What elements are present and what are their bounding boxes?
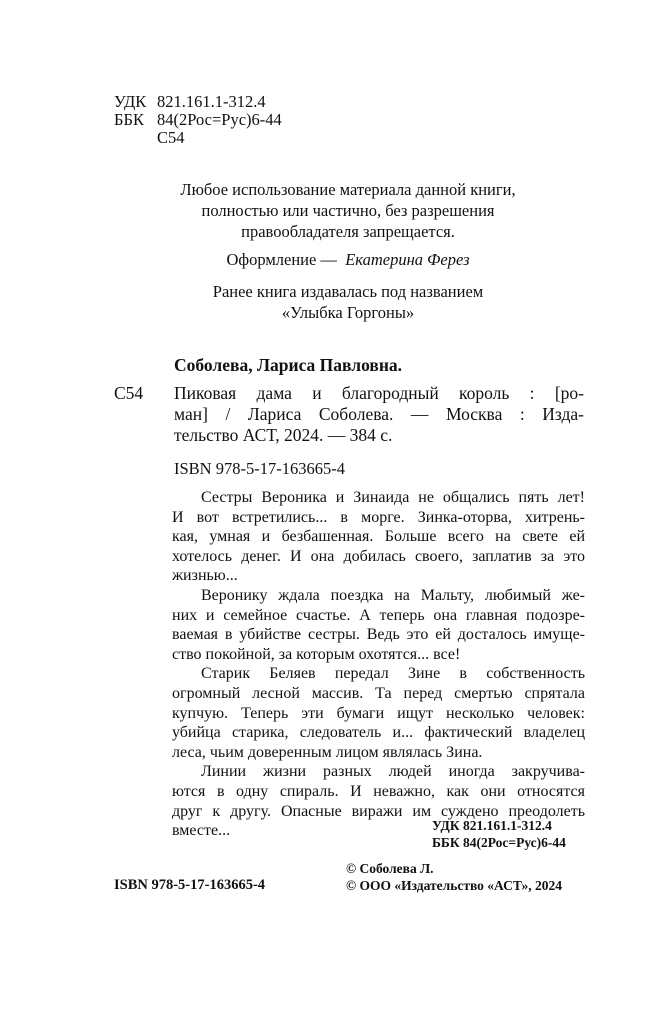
annotation-line: Старик Беляев передал Зине в собственность xyxy=(201,665,585,683)
annotation-line: ство покойной, за которым охотятся... все! xyxy=(172,645,461,663)
bottom-isbn: ISBN 978-5-17-163665-4 xyxy=(114,877,266,893)
annotation xyxy=(172,488,585,841)
annotation-line: Сестры Вероника и Зинаида не общались пять лет! xyxy=(201,489,585,506)
annotation-line: убийца старика, следователь и... фактический владелец xyxy=(172,724,585,742)
annotation-line: вместе... xyxy=(172,822,231,840)
annotation-line: И вот встретились... в морге. Зинка-оторва, хитрень- xyxy=(172,508,585,526)
bottom-udk: УДК 821.161.1-312.4 xyxy=(432,818,552,833)
udk-label: УДК xyxy=(114,92,147,111)
catalog-code: С54 xyxy=(114,383,144,403)
annotation-line: Веронику ждала поездка на Мальту, любимый же- xyxy=(201,586,585,604)
udk-value: 821.161.1-312.4 xyxy=(157,92,266,111)
design-credit-name: Екатерина Ферез xyxy=(345,250,470,269)
annotation-line: купчую. Теперь эти бумаги ищут несколько человек: xyxy=(172,704,585,722)
design-credit xyxy=(114,249,582,270)
bbk-label: ББК xyxy=(114,110,144,129)
isbn-entry: ISBN 978-5-17-163665-4 xyxy=(174,459,345,478)
copyright-line: © Соболева Л. xyxy=(346,861,434,876)
previous-title-line: Ранее книга издавалась под названием xyxy=(212,282,484,301)
author-heading: Соболева, Лариса Павловна. xyxy=(174,355,403,375)
annotation-line: огромный лесной массив. Та перед смертью спрятала xyxy=(172,684,585,702)
bottom-bbk: ББК 84(2Рос=Рус)6-44 xyxy=(432,835,566,850)
author-code: С54 xyxy=(157,128,185,147)
rights-notice-line: Любое использование материала данной книги, xyxy=(180,180,516,199)
copyrights xyxy=(346,860,562,894)
annotation-line: них и семейное счастье. А теперь она главная подозре- xyxy=(172,606,585,624)
annotation-line: леса, чьим доверенным лицом являлась Зина. xyxy=(172,743,483,761)
copyright-line: © ООО «Издательство «АСТ», 2024 xyxy=(346,878,563,893)
design-credit-label: Оформление — xyxy=(226,250,337,269)
bibliographic-line: тельство АСТ, 2024. — 384 с. xyxy=(174,425,393,445)
annotation-line: ваемая в убийстве сестры. Ведь это ей досталось имуще- xyxy=(172,626,585,644)
annotation-line: кая, умная и безбашенная. Больше всего на свете ей xyxy=(172,528,585,546)
annotation-line: Линии жизни разных людей иногда закручива- xyxy=(201,763,585,781)
annotation-line: хотелось денег. И она добилась своего, заплатив за это xyxy=(172,547,585,565)
annotation-line: ются в одну спираль. И неважно, как они относятся xyxy=(172,782,585,800)
previous-title-line: «Улыбка Горгоны» xyxy=(281,303,415,322)
bibliographic-line: ман] / Лариса Соболева. — Москва : Изда- xyxy=(174,404,584,424)
annotation-line: друг к другу. Опасные виражи им суждено преодолеть xyxy=(172,802,585,820)
rights-notice-line: правообладателя запрещается. xyxy=(241,222,455,241)
bibliographic-line: Пиковая дама и благородный король : [ро- xyxy=(174,383,584,403)
bibliographic-record xyxy=(174,383,584,446)
rights-notice-line: полностью или частично, без разрешения xyxy=(201,201,495,220)
bottom-classification xyxy=(432,817,566,851)
previous-title xyxy=(114,281,582,323)
rights-notice xyxy=(114,179,582,242)
bbk-value: 84(2Рос=Рус)6-44 xyxy=(157,110,282,129)
annotation-line: жизнью... xyxy=(172,567,238,585)
